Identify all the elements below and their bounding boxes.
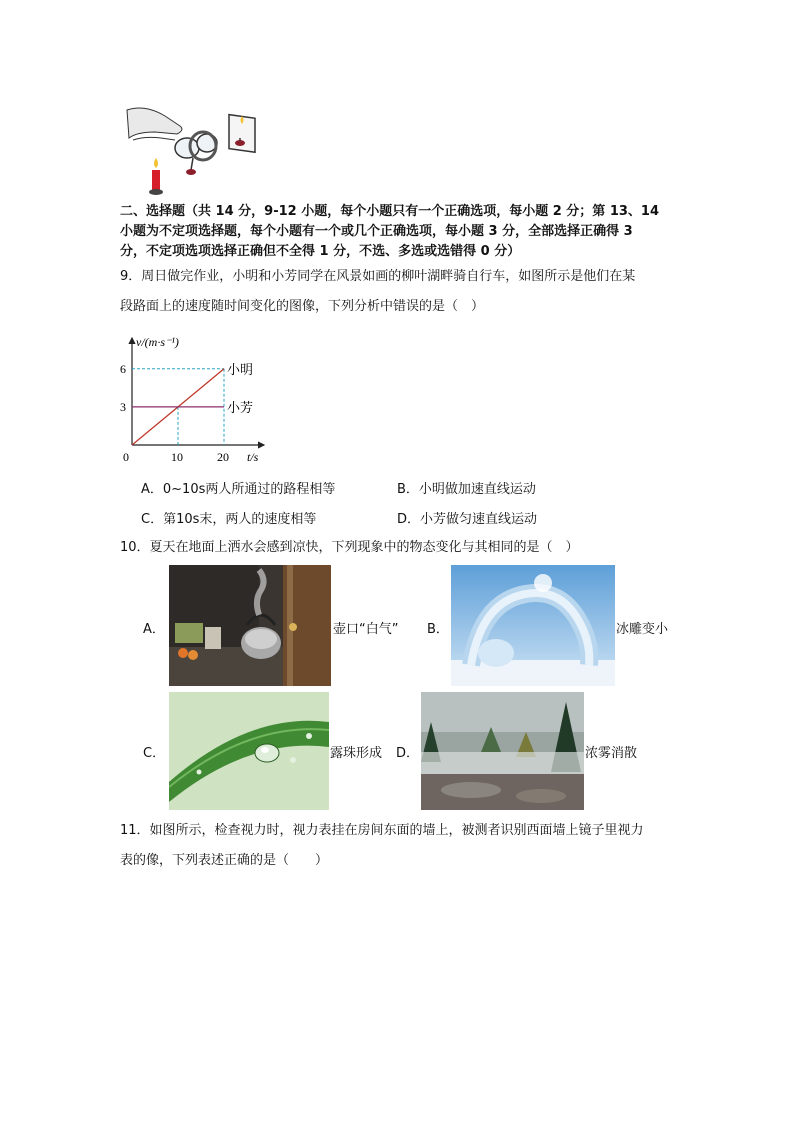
q9-stem-line1: 9．周日做完作业，小明和小芳同学在风景如画的柳叶湖畔骑自行车，如图所示是他们在某 [120, 269, 636, 284]
y-tick-label-1: 6 [120, 361, 126, 376]
q9-stem-line2: 段路面上的速度随时间变化的图像，下列分析中错误的是（ ） [120, 299, 485, 314]
fog-forest-photo [421, 692, 584, 810]
section-heading-line1: 二、选择题（共 14 分，9-12 小题，每个小题只有一个正确选项，每小题 2 分；第 13、14 [120, 204, 660, 219]
x-tick-label-1: 20 [217, 450, 229, 464]
ice-sculpture-photo [451, 565, 615, 686]
q10-option-b-letter[interactable]: B． [427, 622, 449, 637]
q10-stem: 10．夏天在地面上洒水会感到凉快，下列现象中的物态变化与其相同的是（ ） [120, 540, 579, 555]
q9-option-b[interactable]: B．小明做加速直线运动 [397, 482, 536, 497]
q10-option-a-caption: 壶口“白气” [333, 622, 399, 637]
q10-option-d-letter[interactable]: D． [396, 746, 420, 761]
y-tick-label-0: 3 [120, 399, 126, 414]
velocity-time-chart [112, 330, 282, 470]
dew-drops-photo [169, 692, 329, 810]
q10-option-d-caption: 浓雾消散 [585, 746, 638, 761]
series-label-0: 小明 [227, 361, 254, 377]
section-heading-line2: 小题为不定项选择题，每个小题有一个或几个正确选项，每小题 3 分，全部选择正确得 3 [120, 224, 633, 239]
q9-option-c[interactable]: C．第10s末，两人的速度相等 [141, 512, 317, 527]
kettle-steam-photo [169, 565, 331, 686]
series-label-1: 小芳 [227, 399, 254, 415]
x-axis-label: t/s [247, 450, 259, 464]
lens-experiment-illustration [125, 98, 265, 198]
q11-stem-line2: 表的像，下列表述正确的是（ ） [120, 853, 329, 868]
q10-option-c-caption: 露珠形成 [330, 746, 383, 761]
x-tick-label-0: 10 [171, 450, 183, 464]
q9-option-d[interactable]: D．小芳做匀速直线运动 [397, 512, 538, 527]
section-heading-line3: 分，不定项选项选择正确但不全得 1 分，不选、多选或选错得 0 分） [120, 244, 521, 259]
q11-stem-line1: 11．如图所示，检查视力时，视力表挂在房间东面的墙上，被测者识别西面墙上镜子里视力 [120, 823, 644, 838]
q9-option-a[interactable]: A．0~10s两人所通过的路程相等 [141, 482, 336, 497]
origin-label: 0 [123, 450, 129, 464]
y-axis-label: v/(m·s⁻¹) [136, 335, 179, 349]
q10-option-b-caption: 冰雕变小 [616, 622, 669, 637]
q10-option-c-letter[interactable]: C． [143, 746, 166, 761]
q10-option-a-letter[interactable]: A． [143, 622, 165, 637]
